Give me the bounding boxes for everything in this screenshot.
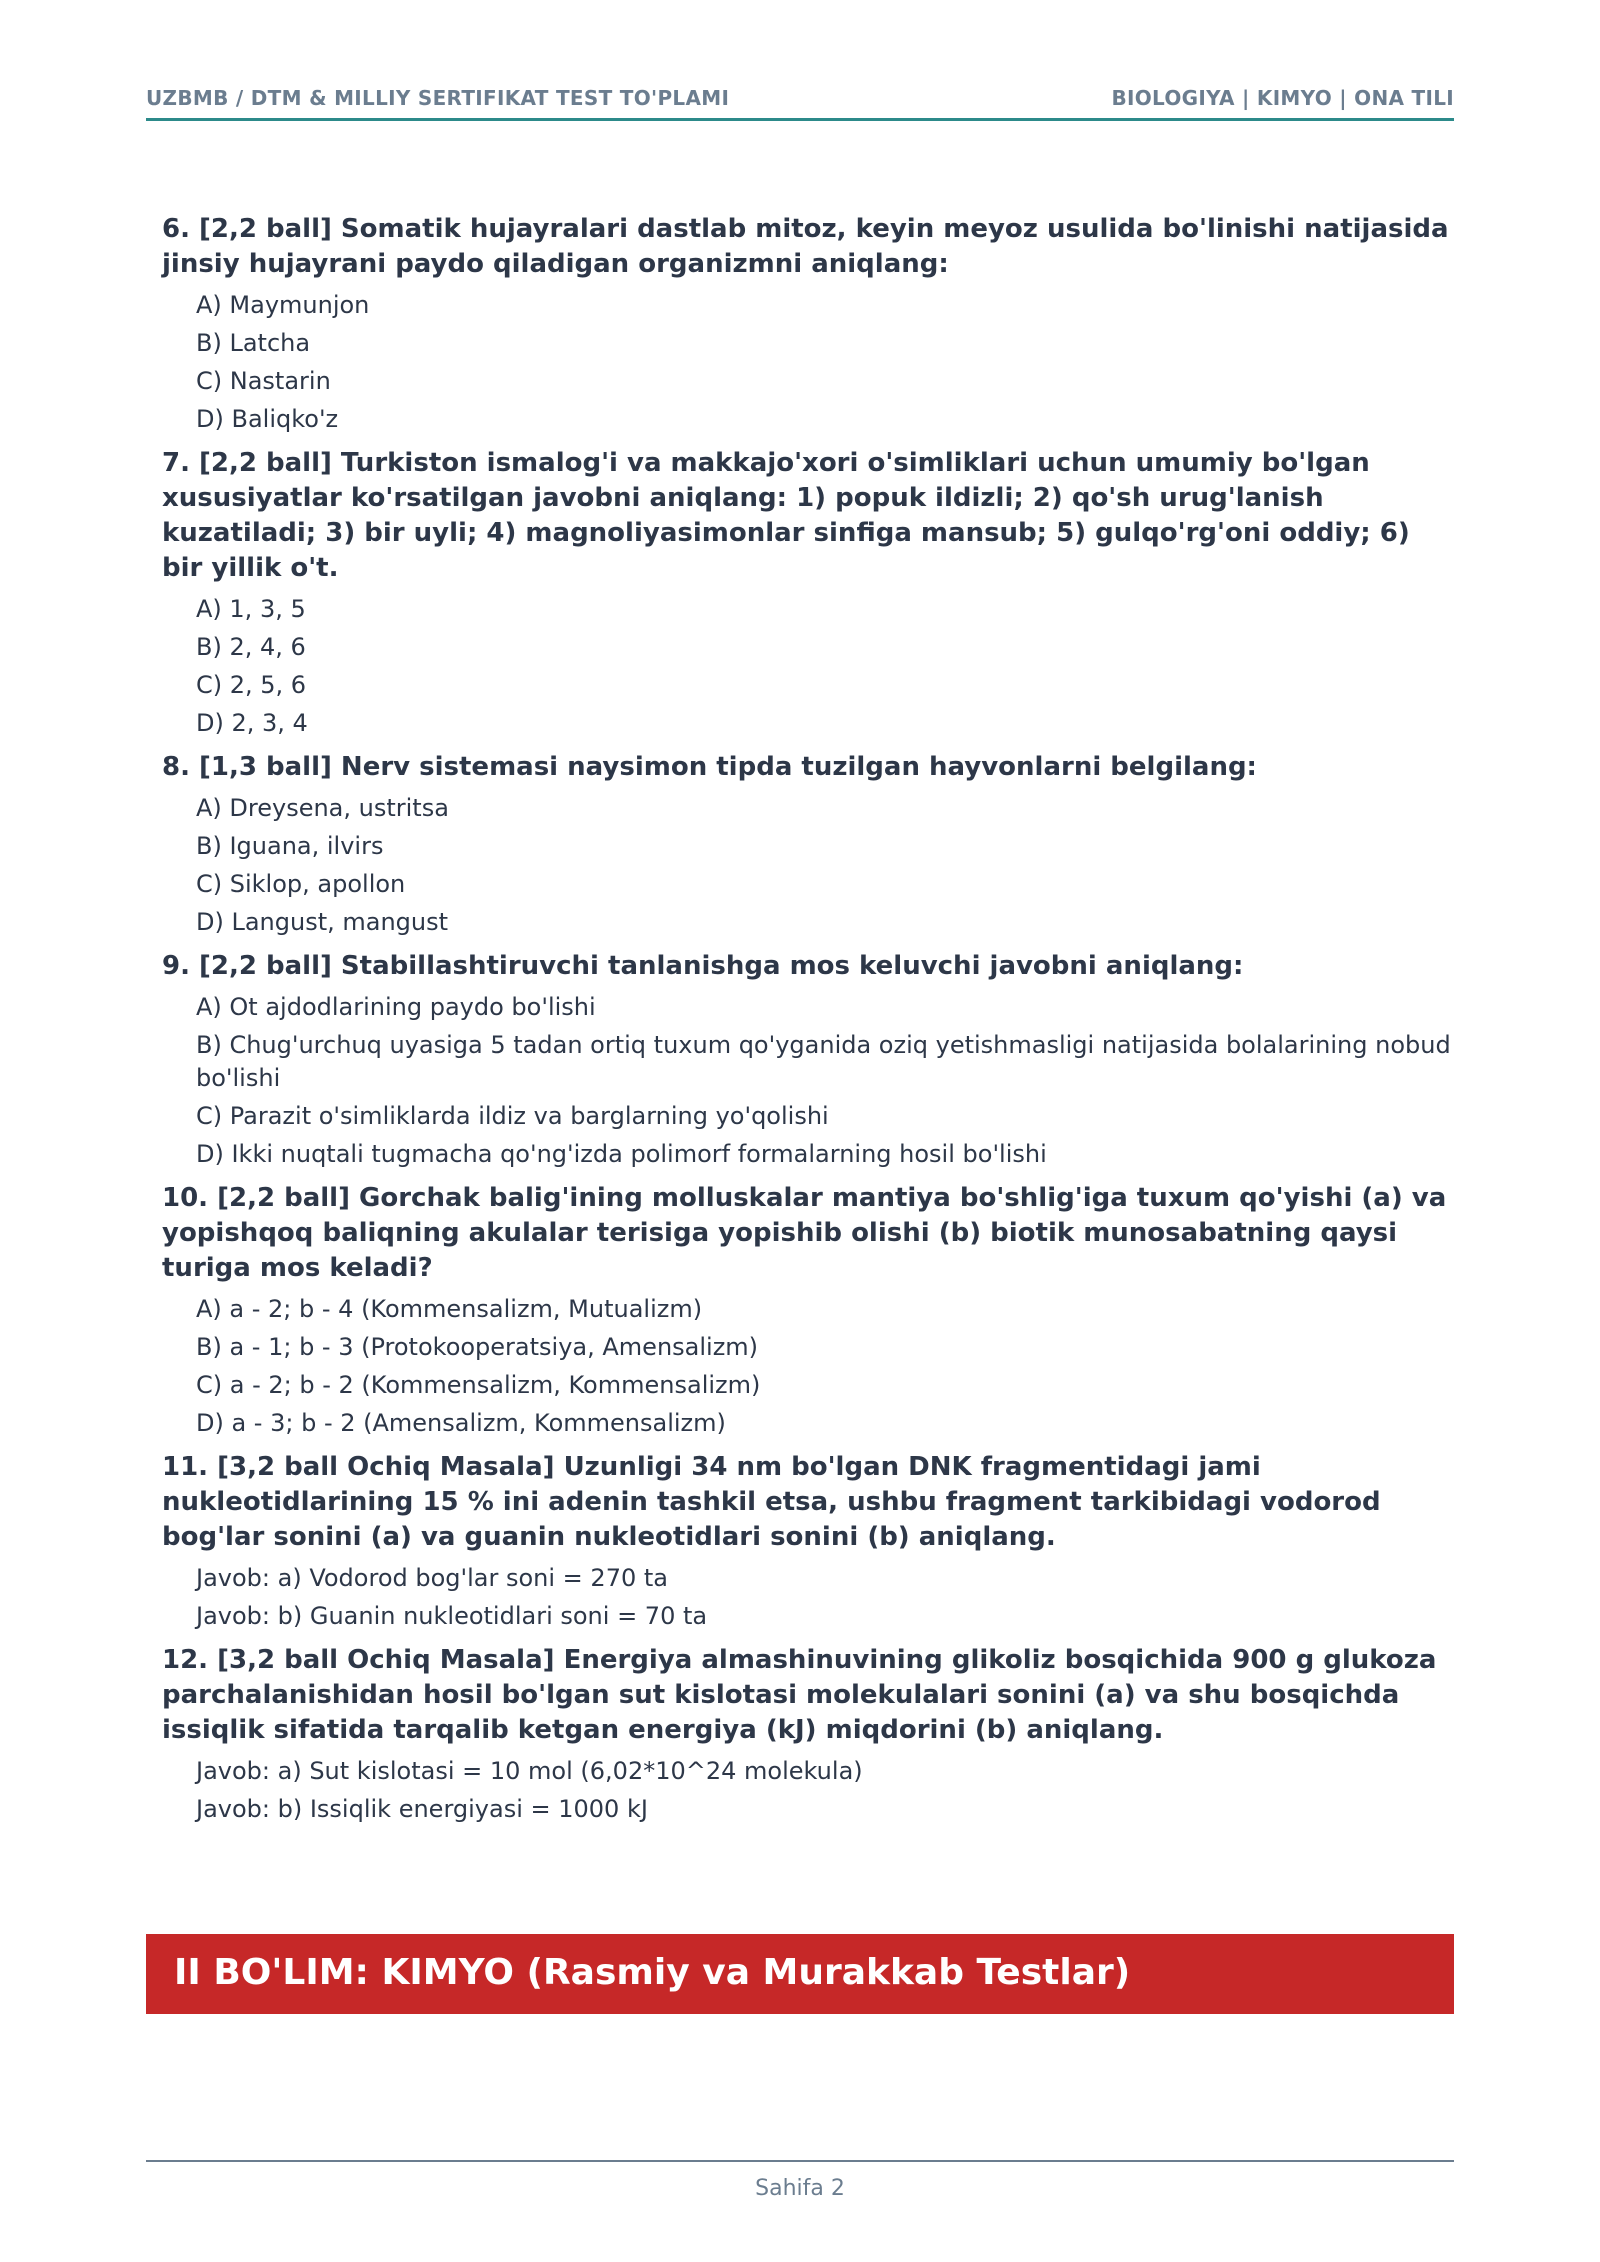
- page-number: Sahifa 2: [755, 2176, 845, 2201]
- header-title: UZBMB / DTM & MILLIY SERTIFIKAT TEST TO'PLAMI: [146, 86, 730, 110]
- question-text: 12. [3,2 ball Ochiq Masala] Energiya almashinuvining glikoliz bosqichida 900 g glukoza parchalanishidan hosil bo'lgan sut kislotasi molekulalari sonini (a) va shu bosqichda issiqlik sifatida tarqalib ketgan energiya (kJ) miqdorini (b) aniqlang.: [162, 1645, 1437, 1745]
- option-list: [162, 991, 1454, 1171]
- answer-option: D) 2, 3, 4: [196, 709, 308, 737]
- option-list: [162, 593, 1454, 740]
- question-text: 8. [1,3 ball] Nerv sistemasi naysimon tipda tuzilgan hayvonlarni belgilang:: [162, 752, 1257, 782]
- question-list: [162, 212, 1454, 1836]
- answer-option: D) a - 3; b - 2 (Amensalizm, Kommensalizm): [196, 1409, 726, 1437]
- answer-option: A) Dreysena, ustritsa: [196, 794, 449, 822]
- question-7: [162, 446, 1454, 740]
- question-10: [162, 1181, 1454, 1440]
- answer-option: A) a - 2; b - 4 (Kommensalizm, Mutualizm): [196, 1295, 703, 1323]
- answer-list: [162, 1562, 1454, 1633]
- question-8: [162, 750, 1454, 939]
- answer-line: Javob: b) Issiqlik energiyasi = 1000 kJ: [196, 1795, 648, 1823]
- answer-option: B) Chug'urchuq uyasiga 5 tadan ortiq tuxum qo'yganida oziq yetishmasligi natijasida bolalarining nobud bo'lishi: [196, 1031, 1451, 1092]
- question-text: 11. [3,2 ball Ochiq Masala] Uzunligi 34 nm bo'lgan DNK fragmentidagi jami nukleotidlarining 15 % ini adenin tashkil etsa, ushbu fragment tarkibidagi vodorod bog'lar sonini (a) va guanin nukleotidlari sonini (b) aniqlang.: [162, 1452, 1381, 1552]
- answer-option: C) Nastarin: [196, 367, 331, 395]
- answer-option: A) Ot ajdodlarining paydo bo'lishi: [196, 993, 596, 1021]
- page-header: [146, 86, 1454, 121]
- option-list: [162, 1293, 1454, 1440]
- option-list: [162, 289, 1454, 436]
- section-title: II BO'LIM: KIMYO (Rasmiy va Murakkab Testlar): [174, 1952, 1131, 1993]
- question-text: 6. [2,2 ball] Somatik hujayralari dastlab mitoz, keyin meyoz usulida bo'linishi natijasida jinsiy hujayrani paydo qiladigan organizmni aniqlang:: [162, 214, 1449, 279]
- question-text: 9. [2,2 ball] Stabillashtiruvchi tanlanishga mos keluvchi javobni aniqlang:: [162, 951, 1244, 981]
- question-6: [162, 212, 1454, 436]
- answer-option: A) Maymunjon: [196, 291, 370, 319]
- answer-option: B) a - 1; b - 3 (Protokooperatsiya, Amensalizm): [196, 1333, 759, 1361]
- answer-option: B) Iguana, ilvirs: [196, 832, 384, 860]
- answer-line: Javob: a) Vodorod bog'lar soni = 270 ta: [196, 1564, 668, 1592]
- question-text: 10. [2,2 ball] Gorchak balig'ining molluskalar mantiya bo'shlig'iga tuxum qo'yishi (a) va yopishqoq baliqning akulalar terisiga yopishib olishi (b) biotik munosabatning qaysi turiga mos keladi?: [162, 1183, 1447, 1283]
- answer-line: Javob: b) Guanin nukleotidlari soni = 70 ta: [196, 1602, 708, 1630]
- answer-option: D) Langust, mangust: [196, 908, 449, 936]
- answer-option: B) Latcha: [196, 329, 311, 357]
- answer-list: [162, 1755, 1454, 1826]
- answer-option: C) 2, 5, 6: [196, 671, 307, 699]
- page-footer: [146, 2160, 1454, 2222]
- question-9: [162, 949, 1454, 1171]
- header-subjects: BIOLOGIYA | KIMYO | ONA TILI: [1111, 86, 1454, 110]
- answer-option: C) Siklop, apollon: [196, 870, 406, 898]
- option-list: [162, 792, 1454, 939]
- answer-option: D) Ikki nuqtali tugmacha qo'ng'izda polimorf formalarning hosil bo'lishi: [196, 1140, 1047, 1168]
- question-11: [162, 1450, 1454, 1633]
- answer-option: C) Parazit o'simliklarda ildiz va barglarning yo'qolishi: [196, 1102, 829, 1130]
- answer-option: D) Baliqko'z: [196, 405, 339, 433]
- answer-option: A) 1, 3, 5: [196, 595, 306, 623]
- answer-option: B) 2, 4, 6: [196, 633, 306, 661]
- question-text: 7. [2,2 ball] Turkiston ismalog'i va makkajo'xori o'simliklari uchun umumiy bo'lgan xususiyatlar ko'rsatilgan javobni aniqlang: 1) popuk ildizli; 2) qo'sh urug'lanish kuzatiladi; 3) bir uyli; 4) magnoliyasimonlar sinfiga mansub; 5) gulqo'rg'oni oddiy; 6) bir yillik o't.: [162, 448, 1410, 583]
- question-12: [162, 1643, 1454, 1826]
- answer-line: Javob: a) Sut kislotasi = 10 mol (6,02*10^24 molekula): [196, 1757, 863, 1785]
- answer-option: C) a - 2; b - 2 (Kommensalizm, Kommensalizm): [196, 1371, 761, 1399]
- section-banner: [146, 1934, 1454, 2014]
